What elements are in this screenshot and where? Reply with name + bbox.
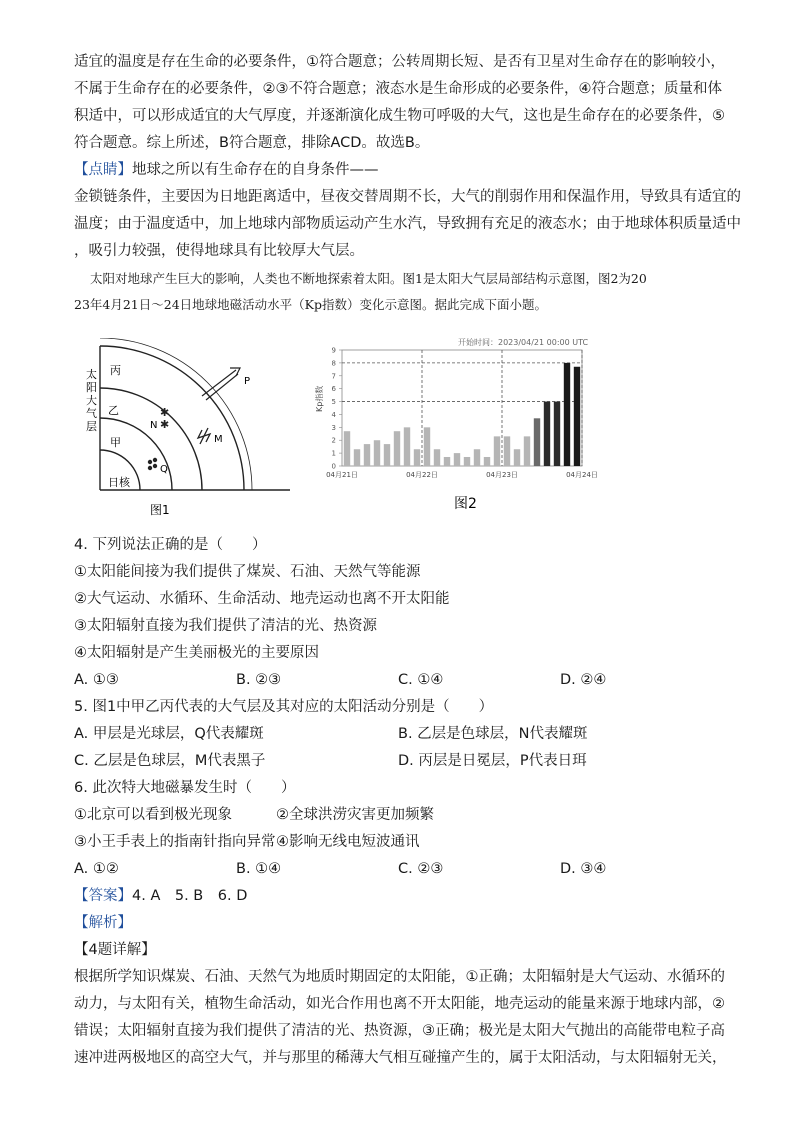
q4-option-a: A. ①③ — [74, 672, 119, 688]
marker-n-stars — [160, 406, 169, 431]
figure-1-diagram — [78, 338, 300, 520]
dianjing-heading — [74, 160, 379, 180]
y-tick-label: 1 — [331, 449, 336, 458]
figure-1-caption: 图1 — [150, 503, 170, 517]
chart-title: 开始时间：2023/04/21 00:00 UTC — [458, 338, 589, 347]
kp-bar — [504, 436, 510, 466]
text-line: 适宜的温度是存在生命的必要条件，①符合题意；公转周期长短、是否有卫星对生命存在的影响较小， — [74, 54, 725, 70]
side-label-char: 层 — [86, 420, 97, 433]
q6-option-d: D. ③④ — [560, 861, 607, 877]
intro-line: 23年4月21日～24日地球地磁活动水平（Kp指数）变化示意图。据此完成下面小题。 — [74, 297, 548, 312]
layer-label-bing: 丙 — [110, 364, 121, 377]
text-line: 错误；太阳辐射直接为我们提供了清洁的光、热资源，③正确；极光是太阳大气抛出的高能带电粒子高 — [74, 1023, 725, 1039]
q5-option-a: A. 甲层是光球层，Q代表耀斑 — [74, 726, 264, 742]
kp-bar — [404, 427, 410, 466]
marker-n-label: N — [150, 420, 158, 431]
marker-q-dots — [148, 458, 157, 470]
side-label-char: 大 — [86, 394, 97, 407]
q6-item: ③小王手表上的指南针指向异常 — [74, 834, 276, 850]
q6-stem: 6. 此次特大地磁暴发生时（ ） — [74, 780, 296, 796]
x-tick-label: 04月22日 — [406, 471, 438, 479]
y-tick-label: 7 — [331, 372, 336, 381]
marker-m-label: M — [214, 434, 223, 445]
side-label-char: 气 — [86, 407, 97, 420]
kp-bar — [414, 449, 420, 466]
text-line: 金锁链条件，主要因为日地距离适中，昼夜交替周期不长，大气的削弱作用和保温作用，导致具有适宜的 — [74, 189, 741, 205]
q5-option-d: D. 丙层是日冕层，P代表日珥 — [398, 753, 587, 769]
kp-bar — [494, 436, 500, 466]
kp-bar — [544, 402, 550, 466]
dianjing-head: 地球之所以有生命存在的自身条件—— — [132, 162, 379, 178]
figure-2-chart — [308, 334, 620, 520]
q6-item: ④影响无线电短波通讯 — [276, 834, 420, 850]
q6-option-b: B. ①④ — [236, 861, 282, 877]
q4-item: ②大气运动、水循环、生命活动、地壳运动也离不开太阳能 — [74, 591, 450, 607]
x-tick-label: 04月24日 — [566, 471, 598, 479]
kp-bar — [384, 444, 390, 466]
text-line: 积适中，可以形成适宜的大气厚度，并逐渐演化成生物可呼吸的大气，这也是生命存在的必要条件，⑤ — [74, 108, 725, 124]
text-line: 不属于生命存在的必要条件，②③不符合题意；液态水是生命形成的必要条件，④符合题意；质量和体 — [74, 81, 722, 97]
y-tick-label: 5 — [331, 398, 336, 407]
detail4-tag: 【4题详解】 — [74, 942, 156, 958]
answer-tag: 【答案】 — [74, 888, 132, 904]
q6-item: ①北京可以看到极光现象 — [74, 807, 232, 823]
q4-item: ③太阳辐射直接为我们提供了清洁的光、热资源 — [74, 618, 377, 634]
layer-label-rihe: 日核 — [108, 476, 130, 489]
q4-stem: 4. 下列说法正确的是（ ） — [74, 537, 267, 553]
dianjing-tag: 【点睛】 — [74, 162, 132, 178]
q5-stem: 5. 图1中甲乙丙代表的大气层及其对应的太阳活动分别是（ ） — [74, 699, 494, 715]
y-tick-label: 3 — [331, 423, 336, 432]
q4-option-d: D. ②④ — [560, 672, 607, 688]
kp-bar — [344, 431, 350, 466]
text-line: ，吸引力较强，使得地球具有比较厚大气层。 — [74, 243, 364, 259]
answer-text: 4. A 5. B 6. D — [132, 888, 248, 904]
kp-bar — [454, 453, 460, 466]
q6-option-c: C. ②③ — [398, 861, 444, 877]
q6-item: ②全球洪涝灾害更加频繁 — [276, 807, 434, 823]
svg-text:✱: ✱ — [160, 418, 170, 431]
layer-label-jia: 甲 — [110, 436, 121, 449]
chart-ylabel: Kp指数 — [315, 385, 324, 412]
q4-option-b: B. ②③ — [236, 672, 282, 688]
marker-p-label: P — [244, 376, 251, 387]
text-line: 动力，与太阳有关，植物生命活动，如光合作用也离不开太阳能，地壳运动的能量来源于地球内部，② — [74, 996, 725, 1012]
kp-bar — [534, 418, 540, 466]
q5-option-b: B. 乙层是色球层，N代表耀斑 — [398, 726, 588, 742]
y-tick-label: 2 — [331, 436, 336, 445]
side-label-char: 太 — [86, 368, 97, 381]
text-line: 符合题意。综上所述，B符合题意，排除ACD。故选B。 — [74, 135, 430, 151]
marker-m-symbol — [198, 428, 210, 444]
x-tick-label: 04月21日 — [326, 471, 358, 479]
y-tick-label: 9 — [331, 346, 336, 355]
q4-option-c: C. ①④ — [398, 672, 444, 688]
kp-bar — [444, 457, 450, 466]
kp-bar — [474, 449, 480, 466]
text-line: 速冲进两极地区的高空大气，并与那里的稀薄大气相互碰撞产生的，属于太阳活动，与太阳辐射无关， — [74, 1050, 727, 1066]
text-line: 根据所学知识煤炭、石油、天然气为地质时期固定的太阳能，①正确；太阳辐射是大气运动、水循环的 — [74, 969, 725, 985]
q4-item: ④太阳辐射是产生美丽极光的主要原因 — [74, 645, 319, 661]
kp-bar — [554, 402, 560, 466]
kp-bar — [574, 367, 580, 466]
kp-bar — [394, 431, 400, 466]
side-label-char: 阳 — [86, 381, 97, 394]
kp-bar — [464, 457, 470, 466]
q6-option-a: A. ①② — [74, 861, 119, 877]
q4-item: ①太阳能间接为我们提供了煤炭、石油、天然气等能源 — [74, 564, 421, 580]
answer-line — [74, 886, 247, 906]
intro-line: 太阳对地球产生巨大的影响，人类也不断地探索着太阳。图1是太阳大气层局部结构示意图，图2为20 — [90, 271, 647, 286]
y-tick-label: 4 — [331, 410, 336, 419]
marker-q-label: Q — [160, 464, 168, 475]
kp-bar — [364, 444, 370, 466]
analysis-tag: 【解析】 — [74, 915, 132, 931]
layer-label-yi: 乙 — [108, 404, 119, 417]
kp-bar — [374, 440, 380, 466]
kp-bar — [484, 457, 490, 466]
y-tick-label: 0 — [331, 462, 336, 471]
kp-bar — [514, 449, 520, 466]
svg-text:✱: ✱ — [160, 406, 170, 419]
text-line: 温度；由于温度适中，加上地球内部物质运动产生水汽，导致拥有充足的液态水；由于地球体积质量适中 — [74, 216, 741, 232]
q5-option-c: C. 乙层是色球层，M代表黑子 — [74, 753, 266, 769]
y-tick-label: 8 — [331, 359, 336, 368]
figure-2-caption: 图2 — [454, 496, 477, 512]
kp-bar — [424, 427, 430, 466]
kp-bar — [524, 436, 530, 466]
kp-bar — [354, 449, 360, 466]
kp-bar — [564, 363, 570, 466]
kp-bar — [434, 449, 440, 466]
x-tick-label: 04月23日 — [486, 471, 518, 479]
y-tick-label: 6 — [331, 385, 336, 394]
